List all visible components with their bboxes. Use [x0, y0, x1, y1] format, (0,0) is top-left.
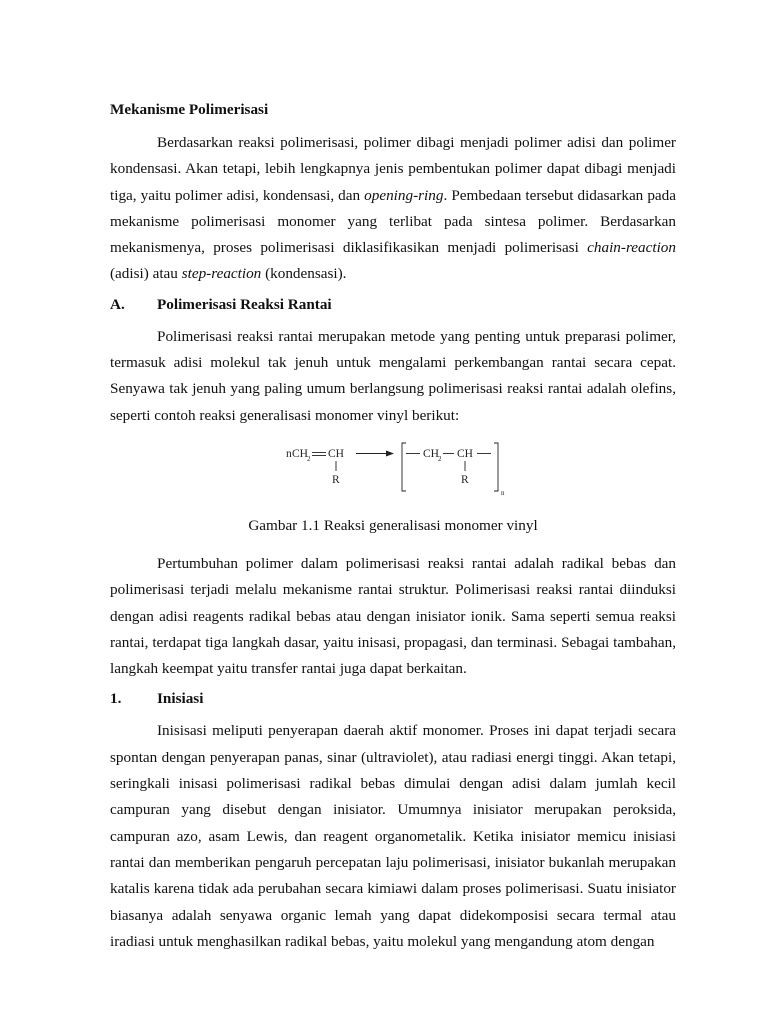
right-bracket: [494, 443, 498, 491]
intro-text-2: . Pembedaan tersebut didasarkan pada mekanisme polimerisasi monomer yang terlibat pada sintesa polimer. Berdasarkan mekanismenya, proses polimerisasi diklasifikasikan menjadi polimerisasi: [110, 186, 676, 257]
product-ch-group: CH: [457, 447, 473, 460]
reaction-figure: [110, 441, 676, 505]
section-a-title: Polimerisasi Reaksi Rantai: [157, 295, 332, 313]
intro-text-1: Berdasarkan reaksi polimerisasi, polimer dibagi menjadi polimer adisi dan polimer kondensasi. Akan tetapi, lebih lengkapnya jenis pembentukan polimer dapat dibagi menjadi tiga, yaitu polimer adisi, kondensasi, dan: [110, 134, 676, 204]
figure-caption: Gambar 1.1 Reaksi generalisasi monomer vinyl: [248, 516, 538, 534]
product-subscript: 2: [438, 454, 442, 463]
intro-text-4: (kondensasi).: [261, 265, 347, 283]
intro-paragraph: [110, 130, 676, 288]
reactant-ch-group: CH: [328, 447, 344, 460]
intro-term-step-reaction: step-reaction: [181, 265, 262, 283]
reactant-r: R: [332, 473, 340, 486]
vinyl-polymerization-scheme: [282, 441, 522, 505]
section-a-heading: [110, 292, 676, 318]
product-r: R: [461, 473, 469, 486]
section-1-heading: [110, 686, 676, 712]
reactant-subscript: 2: [307, 454, 311, 463]
intro-text-3: (adisi) atau: [110, 265, 182, 283]
intro-term-opening-ring: opening-ring: [364, 186, 444, 204]
product-ch: CH: [423, 447, 439, 460]
document-body: [110, 97, 676, 959]
reaction-arrow-head: [386, 450, 394, 456]
document-title: Mekanisme Polimerisasi: [110, 101, 269, 118]
growth-paragraph: Pertumbuhan polimer dalam polimerisasi reaksi rantai adalah radikal bebas dan polimerisasi terjadi melalu mekanisme rantai struktur. Polimerisasi reaksi rantai diinduksi dengan adisi reagents radikal bebas atau dengan inisiator ionik. Sama seperti semua reaksi rantai, terdapat tiga langkah dasar, yaitu inisasi, propagasi, dan terminasi. Sebagai tambahan, langkah keempat yaitu transfer rantai juga dapat berkaitan.: [110, 554, 676, 678]
intro-term-chain-reaction: chain-reaction: [587, 239, 676, 257]
section-1-number: 1.: [110, 690, 122, 708]
section-1-title: Inisiasi: [157, 690, 204, 708]
reactant-ch: CH: [292, 447, 308, 460]
section-a-paragraph: Polimerisasi reaksi rantai merupakan metode yang penting untuk preparasi polimer, termasuk adisi molekul tak jenuh untuk mengalami perkembangan rantai secara cepat. Senyawa tak jenuh yang paling umum berlangsung polimerisasi reaksi rantai adalah olefins, seperti contoh reaksi generalisasi monomer vinyl berikut:: [110, 327, 676, 424]
reactant-n: n: [286, 447, 292, 460]
section-1-paragraph: Inisisasi meliputi penyerapan daerah aktif monomer. Proses ini dapat terjadi secara spontan dengan penyerapan panas, sinar (ultraviolet), atau radiasi energi tinggi. Akan tetapi, seringkali inisasi polimerisasi radikal bebas dimulai dengan adisi dalam jumlah kecil campuran yang disebut dengan inisiator. Umumnya inisiator merupakan peroksida, campuran azo, asam Lewis, dan reagent organometalik. Ketika inisiator memicu inisiasi rantai dan memberikan pengaruh percepatan laju polimerisasi, inisiator bukanlah merupakan katalis karena tidak ada perubahan secara kimiawi dalam proses polimerisasi. Suatu inisiator biasanya adalah senyawa organic lemah yang dapat didekomposisi secara termal atau iradiasi untuk menghasilkan radikal bebas, yaitu molekul yang mengandung atom dengan: [110, 722, 676, 950]
repeat-subscript-n: n: [501, 488, 505, 497]
left-bracket: [402, 443, 406, 491]
section-a-number: A.: [110, 295, 125, 313]
